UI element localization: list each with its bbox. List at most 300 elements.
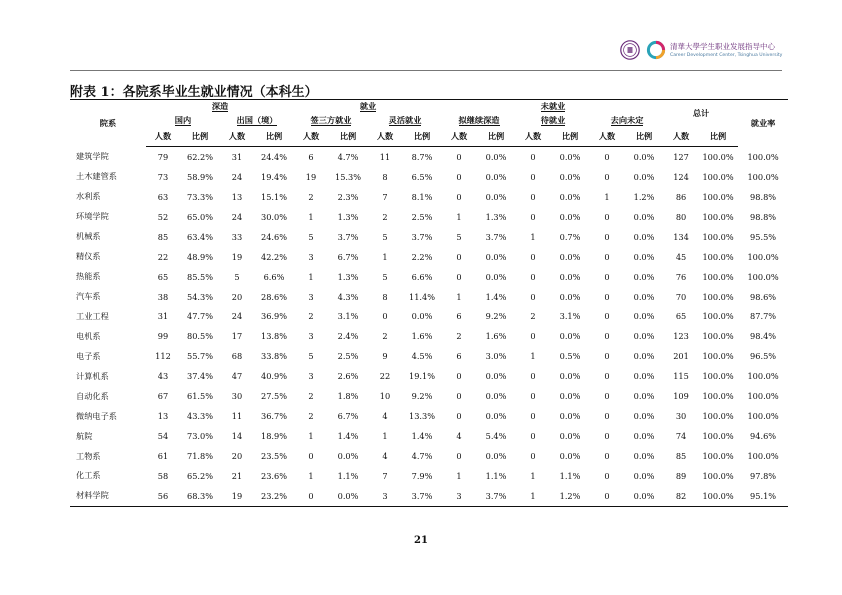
table-cell: 24 [231,171,243,182]
table-cell: 15.3% [335,171,362,182]
table-cell: 0 [604,451,610,462]
table-cell: 11 [379,151,391,162]
table-cell: 1.6% [485,331,507,342]
table-cell: 1.2% [633,191,655,202]
table-cell: 47.7% [186,311,213,322]
table-cell: 100.0% [702,151,734,162]
table-cell: 100.0% [747,151,779,162]
table-cell: 100.0% [702,211,734,222]
table-cell: 1 [530,231,536,242]
table-cell: 5 [382,271,388,282]
table-cell: 3.7% [485,231,507,242]
header-qiansanfang: 签三方就业 [310,114,352,125]
table-cell: 100.0% [747,251,779,262]
table-cell: 0 [456,251,462,262]
column-header: 比例 [476,127,516,147]
table-cell: 0.0% [559,451,581,462]
table-cell: 8 [382,291,388,302]
table-cell: 1.1% [559,470,581,481]
table-body [70,147,788,507]
dept-name-cell: 计算机系 [76,370,109,381]
table-cell: 79 [157,151,169,162]
column-header: 人数 [368,127,402,147]
table-cell: 5 [382,231,388,242]
table-cell: 40.9% [261,371,288,382]
header-shenzao: 深造 [146,100,294,114]
table-cell: 0.0% [633,291,655,302]
table-cell: 2 [308,191,314,202]
table-cell: 85 [675,451,687,462]
table-row [70,227,788,247]
table-cell: 33 [231,231,243,242]
table-cell: 76 [675,271,687,282]
header-dept: 院系 [70,100,146,147]
table-cell: 56 [146,486,180,506]
table-cell: 0.0% [633,431,655,442]
column-header: 比例 [402,127,442,147]
table-cell: 0 [456,151,462,162]
table-cell: 13.3% [409,411,436,422]
dept-name-cell: 航院 [76,430,93,441]
column-header: 比例 [180,127,220,147]
table-cell: 124 [673,171,689,182]
table-cell: 3.7% [337,231,359,242]
table-cell: 100.0% [702,191,734,202]
table-cell: 0 [530,371,536,382]
table-cell: 100.0% [702,411,734,422]
header-zongji: 总计 [664,100,738,128]
table-cell: 97.8% [750,470,777,481]
table-cell: 0.0% [633,391,655,402]
table-cell: 22 [157,251,169,262]
table-cell: 1.4% [411,431,433,442]
logo-subtext: Career Development Center, Tsinghua University [670,53,783,58]
table-cell: 14 [231,431,243,442]
table-cell: 1 [604,191,610,202]
table-cell: 0.0% [633,451,655,462]
table-cell: 0.0% [633,231,655,242]
table-cell: 2.4% [337,331,359,342]
table-cell: 5.4% [485,431,507,442]
table-cell: 15.1% [261,191,288,202]
table-cell: 67 [157,391,169,402]
table-cell: 86 [675,191,687,202]
table-cell: 19 [220,486,254,506]
table-cell: 0.7% [559,231,581,242]
table-cell: 61 [157,451,169,462]
table-cell: 0.0% [559,151,581,162]
table-cell: 4.5% [411,351,433,362]
table-cell: 38 [157,291,169,302]
table-cell: 37.4% [186,371,213,382]
table-cell: 21 [231,470,243,481]
table-cell: 24 [231,311,243,322]
header-nijixu: 拟继续深造 [458,114,500,125]
table-cell: 43.3% [186,411,213,422]
table-cell: 9.2% [411,391,433,402]
table-cell: 0.0% [485,451,507,462]
table-cell: 0 [382,311,388,322]
header-quxiang: 去向未定 [610,114,644,125]
table-cell: 2.3% [337,191,359,202]
table-cell: 58.9% [186,171,213,182]
table-cell: 99 [157,331,169,342]
table-cell: 0 [530,291,536,302]
table-cell: 31 [157,311,169,322]
table-cell: 65.2% [186,470,213,481]
table-cell: 3.0% [485,351,507,362]
table-row [70,386,788,406]
table-cell: 2.5% [411,211,433,222]
table-cell: 6.6% [411,271,433,282]
table-cell: 3 [308,251,314,262]
table-cell: 0.0% [633,211,655,222]
table-cell: 2 [308,411,314,422]
table-cell: 1 [456,291,462,302]
table-cell: 23.2% [254,486,294,506]
table-cell: 0 [530,431,536,442]
table-cell: 85 [157,231,169,242]
table-cell: 11.4% [409,291,436,302]
dept-name-cell: 材料学院 [70,486,146,506]
table-cell: 36.7% [261,411,288,422]
column-header: 人数 [590,127,624,147]
table-cell: 8 [382,171,388,182]
table-cell: 0 [604,271,610,282]
table-cell: 4.7% [411,451,433,462]
table-cell: 112 [155,351,171,362]
table-cell: 20 [231,451,243,462]
table-cell: 0.0% [559,431,581,442]
table-cell: 36.9% [261,311,288,322]
header-row-columns [70,127,788,147]
table-cell: 73.3% [186,191,213,202]
table-row [70,446,788,466]
table-cell: 0 [530,211,536,222]
table-cell: 0 [604,431,610,442]
table-cell: 95.5% [750,231,777,242]
table-cell: 100.0% [747,391,779,402]
table-cell: 95.1% [738,486,788,506]
table-cell: 63 [157,191,169,202]
table-cell: 23.5% [261,451,288,462]
table-cell: 45 [675,251,687,262]
table-cell: 0.0% [633,171,655,182]
table-cell: 0 [604,351,610,362]
table-cell: 100.0% [702,231,734,242]
table-cell: 1 [516,486,550,506]
table-cell: 0 [530,271,536,282]
table-cell: 100.0% [747,171,779,182]
table-cell: 0 [530,391,536,402]
header-guonei: 国内 [174,114,192,125]
column-header: 比例 [254,127,294,147]
table-cell: 13.8% [261,331,288,342]
table-cell: 6 [308,151,314,162]
table-cell: 9.2% [485,311,507,322]
table-cell: 24.6% [261,231,288,242]
table-row [70,326,788,346]
table-cell: 0.0% [559,211,581,222]
table-cell: 100.0% [698,486,738,506]
table-cell: 0.0% [633,470,655,481]
table-cell: 0 [456,411,462,422]
table-cell: 0 [530,411,536,422]
table-cell: 109 [673,391,689,402]
table-cell: 1 [308,211,314,222]
table-cell: 0 [530,451,536,462]
table-cell: 1.3% [485,211,507,222]
table-cell: 3 [308,291,314,302]
table-cell: 3.7% [411,231,433,242]
table-row [70,167,788,187]
table-cell: 100.0% [702,470,734,481]
table-cell: 98.4% [750,331,777,342]
table-cell: 2 [308,391,314,402]
table-cell: 0.0% [559,331,581,342]
table-cell: 100.0% [702,391,734,402]
column-header: 比例 [550,127,590,147]
table-cell: 1 [456,470,462,481]
table-cell: 0.0% [485,271,507,282]
table-cell: 43 [157,371,169,382]
table-cell: 24.4% [261,151,288,162]
table-row [70,147,788,167]
table-cell: 0.0% [328,486,368,506]
table-cell: 73.0% [186,431,213,442]
table-cell: 96.5% [750,351,777,362]
table-cell: 65 [157,271,169,282]
table-cell: 1.4% [485,291,507,302]
table-cell: 100.0% [747,411,779,422]
table-cell: 2 [382,211,388,222]
table-cell: 0 [308,451,314,462]
table-cell: 100.0% [702,371,734,382]
table-cell: 1 [382,431,388,442]
table-cell: 98.8% [750,211,777,222]
table-cell: 0 [530,151,536,162]
table-cell: 13 [157,411,169,422]
table-cell: 80 [675,211,687,222]
dept-name-cell: 热能系 [76,271,101,282]
table-cell: 100.0% [702,451,734,462]
table-cell: 0.0% [633,151,655,162]
table-cell: 19.1% [409,371,436,382]
table-cell: 3 [442,486,476,506]
dept-name-cell: 机械系 [76,231,101,242]
table-cell: 54.3% [186,291,213,302]
table-cell: 87.7% [750,311,777,322]
table-cell: 0 [604,470,610,481]
table-cell: 3.7% [476,486,516,506]
table-cell: 4 [456,431,462,442]
table-cell: 100.0% [702,291,734,302]
table-cell: 62.2% [186,151,213,162]
table-cell: 30 [675,411,687,422]
table-cell: 2.6% [337,371,359,382]
table-cell: 2 [530,311,536,322]
table-row [70,426,788,446]
table-cell: 0.0% [559,191,581,202]
table-cell: 0.0% [485,391,507,402]
dept-name-cell: 建筑学院 [76,151,109,162]
table-cell: 17 [231,331,243,342]
table-cell: 0.0% [559,291,581,302]
table-cell: 13 [231,191,243,202]
table-cell: 3 [308,331,314,342]
table-cell: 0 [604,151,610,162]
table-cell: 0.0% [337,451,359,462]
table-cell: 1 [382,251,388,262]
table-cell: 0.0% [485,251,507,262]
column-header: 人数 [516,127,550,147]
table-cell: 1 [530,470,536,481]
table-row [70,486,788,506]
page-number: 21 [414,535,428,546]
table-cell: 63.4% [186,231,213,242]
table-cell: 2.5% [337,351,359,362]
table-cell: 134 [673,231,689,242]
table-cell: 82 [664,486,698,506]
table-cell: 0.0% [559,251,581,262]
table-cell: 42.2% [261,251,288,262]
table-cell: 8.7% [411,151,433,162]
table-cell: 98.8% [750,191,777,202]
table-cell: 0 [604,171,610,182]
table-cell: 22 [379,371,391,382]
table-cell: 0 [456,271,462,282]
table-cell: 61.5% [186,391,213,402]
table-cell: 6 [456,311,462,322]
header-logo [608,38,798,66]
header-linghuo: 灵活就业 [388,114,422,125]
table-cell: 0.0% [633,251,655,262]
table-cell: 70 [675,291,687,302]
column-header: 人数 [664,127,698,147]
dept-name-cell: 自动化系 [76,390,109,401]
table-cell: 2.2% [411,251,433,262]
table-row [70,207,788,227]
table-cell: 3.1% [337,311,359,322]
table-cell: 31 [231,151,243,162]
column-header: 人数 [146,127,180,147]
column-header: 人数 [294,127,328,147]
table-cell: 0 [530,171,536,182]
table-cell: 30.0% [261,211,288,222]
table-cell: 18.9% [261,431,288,442]
column-header: 比例 [624,127,664,147]
table-cell: 0.0% [559,411,581,422]
table-cell: 4 [382,451,388,462]
table-cell: 0.0% [633,271,655,282]
table-cell: 1.6% [411,331,433,342]
table-cell: 0 [456,171,462,182]
table-cell: 30 [231,391,243,402]
table-cell: 127 [673,151,689,162]
table-cell: 48.9% [186,251,213,262]
dept-name-cell: 微纳电子系 [76,410,117,421]
table-cell: 100.0% [747,451,779,462]
table-row [70,406,788,426]
table-cell: 1.4% [337,431,359,442]
table-row [70,346,788,366]
table-row [70,267,788,287]
page-title: 附表 1：各院系毕业生就业情况（本科生） [70,85,318,100]
table-cell: 0.0% [559,371,581,382]
table-cell: 3 [368,486,402,506]
logo-text: 清華大學学生职业发展指导中心 [670,42,775,51]
table-cell: 0.0% [485,411,507,422]
table-cell: 73 [157,171,169,182]
header-jiuye: 就业 [294,100,442,114]
table-cell: 5 [308,351,314,362]
cdc-ring-icon [646,40,666,60]
table-cell: 0 [456,371,462,382]
column-header: 比例 [698,127,738,147]
table-cell: 0 [604,391,610,402]
table-cell: 0 [456,191,462,202]
table-cell: 100.0% [747,371,779,382]
dept-name-cell: 水利系 [76,191,101,202]
table-cell: 0.0% [633,331,655,342]
table-cell: 0 [604,211,610,222]
table-row [70,307,788,327]
table-cell: 0.0% [485,191,507,202]
table-cell: 100.0% [702,171,734,182]
column-header: 人数 [220,127,254,147]
table-cell: 100.0% [702,431,734,442]
dept-name-cell: 工物系 [76,450,101,461]
dept-name-cell: 环境学院 [76,211,109,222]
table-cell: 4 [382,411,388,422]
column-header: 比例 [328,127,368,147]
table-cell: 0.0% [485,371,507,382]
table-cell: 0 [604,291,610,302]
table-cell: 27.5% [261,391,288,402]
table-cell: 100.0% [702,251,734,262]
table-cell: 1 [308,470,314,481]
table-cell: 115 [673,371,689,382]
table-cell: 0 [604,251,610,262]
table-cell: 0 [604,371,610,382]
table-row [70,187,788,207]
table-cell: 6.7% [337,411,359,422]
table-cell: 1 [308,271,314,282]
column-header: 人数 [442,127,476,147]
table-cell: 0 [456,391,462,402]
table-cell: 20 [231,291,243,302]
table-cell: 7 [382,191,388,202]
table-cell: 1.3% [337,271,359,282]
table-cell: 0.0% [633,311,655,322]
table-cell: 100.0% [702,331,734,342]
table-cell: 0.5% [559,351,581,362]
table-cell: 0 [604,311,610,322]
table-cell: 1 [456,211,462,222]
table-cell: 89 [675,470,687,481]
table-cell: 6.6% [263,271,285,282]
dept-name-cell: 工业工程 [76,310,109,321]
table-cell: 10 [379,391,391,402]
header-weijiuye: 未就业 [442,100,664,114]
table-cell: 0.0% [624,486,664,506]
table-row [70,247,788,267]
header-jiuyelv: 就业率 [738,100,788,147]
table-cell: 1 [308,431,314,442]
table-cell: 7 [382,470,388,481]
table-cell: 1.1% [337,470,359,481]
table-cell: 0.0% [633,411,655,422]
